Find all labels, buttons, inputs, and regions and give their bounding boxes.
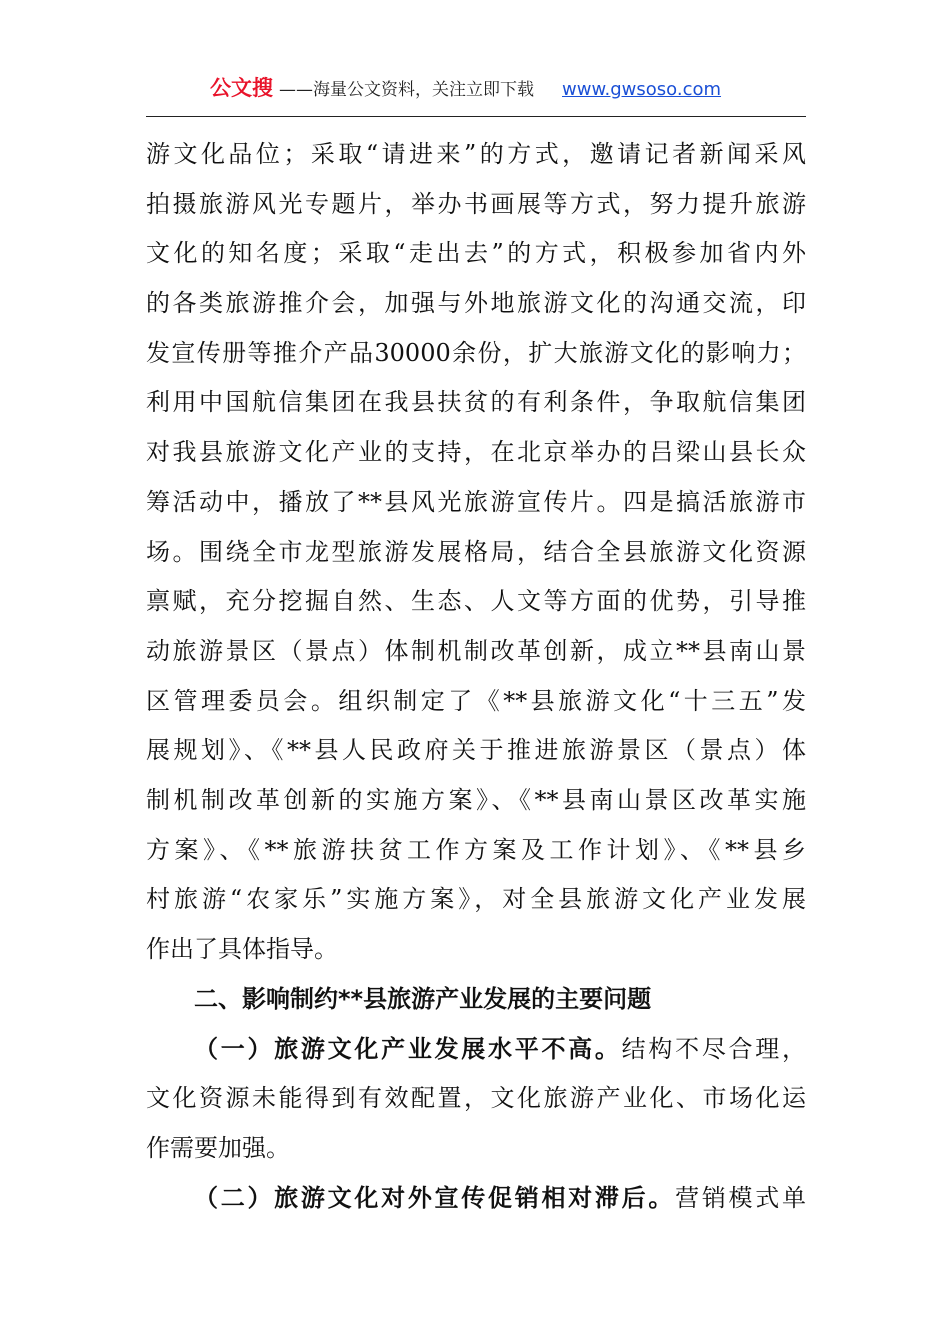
body-line: 场。围绕全市龙型旅游发展格局，结合全县旅游文化资源 — [146, 537, 806, 566]
body-line: 动旅游景区（景点）体制机制改革创新，成立**县南山景 — [146, 636, 806, 665]
site-url-link[interactable]: www.gwsoso.com — [562, 79, 722, 100]
header-tagline: ——海量公文资料，关注立即下载 — [279, 80, 534, 100]
subsection-1-line — [146, 1024, 806, 1074]
body-line: 作出了具体指导。 — [146, 935, 338, 963]
body-line: 拍摄旅游风光专题片，举办书画展等方式，努力提升旅游 — [146, 189, 806, 218]
body-line: 的各类旅游推介会，加强与外地旅游文化的沟通交流，印 — [146, 289, 806, 318]
body-line: 制机制改革创新的实施方案》、《**县南山景区改革实施 — [146, 785, 806, 814]
site-header — [146, 72, 806, 102]
brand-logo: 公文搜 — [210, 76, 273, 100]
header-divider — [146, 116, 806, 117]
subsection-1-text: 结构不尽合理， — [621, 1035, 807, 1064]
body-line: 禀赋，充分挖掘自然、生态、人文等方面的优势，引导推 — [146, 587, 806, 616]
body-line: 作需要加强。 — [146, 1133, 290, 1162]
body-line: 方案》、《**旅游扶贫工作方案及工作计划》、《**县乡 — [146, 835, 806, 864]
subsection-2-line — [146, 1173, 806, 1223]
body-line: 展规划》、《**县人民政府关于推进旅游景区（景点）体 — [146, 736, 806, 765]
body-line: 文化的知名度；采取“走出去”的方式，积极参加省内外 — [146, 239, 806, 268]
subsection-1-title: （一）旅游文化产业发展水平不高。 — [194, 1034, 622, 1064]
body-line: 筹活动中，播放了**县风光旅游宣传片。四是搞活旅游市 — [146, 487, 806, 516]
body-line: 区管理委员会。组织制定了《**县旅游文化“十三五”发 — [146, 686, 806, 715]
body-line: 发宣传册等推介产品30000余份，扩大旅游文化的影响力； — [146, 338, 806, 367]
section-heading: 二、影响制约**县旅游产业发展的主要问题 — [194, 984, 652, 1013]
document-body — [146, 130, 806, 1223]
subsection-2-text: 营销模式单 — [675, 1184, 807, 1213]
body-line: 村旅游“农家乐”实施方案》，对全县旅游文化产业发展 — [146, 885, 806, 914]
body-line: 文化资源未能得到有效配置，文化旅游产业化、市场化运 — [146, 1084, 806, 1113]
body-line: 游文化品位；采取“请进来”的方式，邀请记者新闻采风 — [146, 140, 806, 168]
subsection-2-title: （二）旅游文化对外宣传促销相对滞后。 — [194, 1183, 676, 1213]
body-line: 利用中国航信集团在我县扶贫的有利条件，争取航信集团 — [146, 388, 806, 417]
body-line: 对我县旅游文化产业的支持，在北京举办的吕梁山县长众 — [146, 438, 806, 467]
